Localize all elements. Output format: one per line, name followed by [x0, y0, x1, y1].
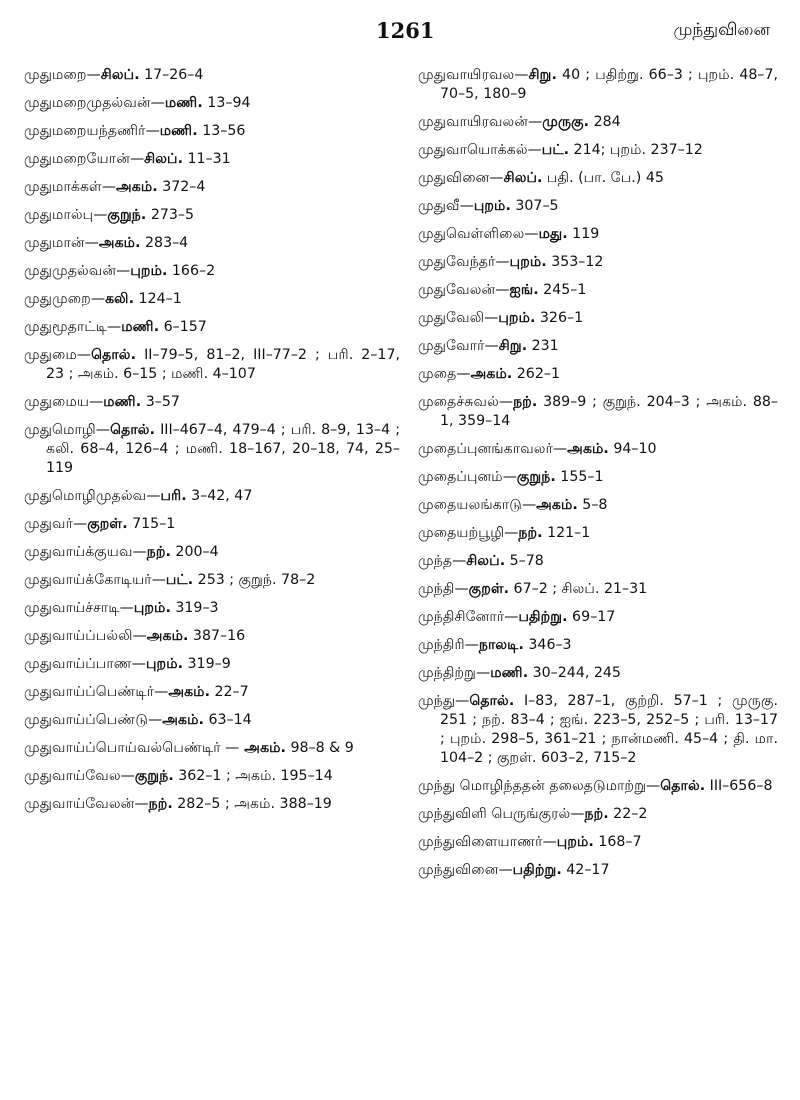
index-entry: முதைப்புனங்காவலர்—அகம். 94–10: [418, 441, 657, 457]
index-entry: முதுவாய்ப்பொய்வல்பெண்டிர் — அகம். 98–8 & 9: [24, 740, 354, 756]
index-entry: முந்து மொழிந்ததன் தலைதடுமாற்று—தொல். III–656–8: [418, 778, 773, 794]
index-entry: முதுமறையந்தணிர்—மணி. 13–56: [24, 123, 246, 139]
index-entry: முதுவாய்ச்சாடி—புறம். 319–3: [24, 600, 219, 616]
page-header: [0, 18, 800, 58]
index-entry: முதுமை—தொல். II–79–5, 81–2, III–77–2 ; பரி. 2–17, 23 ; அகம். 6–15 ; மணி. 4–107: [24, 347, 400, 382]
index-entry: முதுவெள்ளிலை—மது. 119: [418, 226, 600, 242]
index-entry: முதுவாய்ப்பல்லி—அகம். 387–16: [24, 628, 246, 644]
page-number: 1261: [376, 18, 435, 43]
index-entry: முதுமைய—மணி. 3–57: [24, 394, 180, 410]
index-entry: முந்த—சிலப். 5–78: [418, 553, 544, 569]
index-entry: முதை—அகம். 262–1: [418, 366, 560, 382]
index-entry: முதுமறைமுதல்வன்—மணி. 13–94: [24, 95, 251, 111]
index-entry: முந்து—தொல். I–83, 287–1, குற்றி. 57–1 ; முருகு. 251 ; நற். 83–4 ; ஐங். 223–5, 252–5 ; பரி. 13–17 ; புறம். 298–5, 361–21 ; நான்மணி. 45–4 ; தி. மா. 104–2 ; குறள். 603–2, 715–2: [418, 693, 778, 766]
index-entry: முதுவாயொக்கல்—பட். 214; புறம். 237–12: [418, 142, 703, 158]
index-entry: முதுவர்—குறள். 715–1: [24, 516, 176, 532]
index-entry: முதையலங்காடு—அகம். 5–8: [418, 497, 608, 513]
index-entry: முதுமூதாட்டி—மணி. 6–157: [24, 319, 207, 335]
index-entry: முதுமுறை—கலி. 124–1: [24, 291, 182, 307]
index-entry: முதுவாய்வேல—குறுந். 362–1 ; அகம். 195–14: [24, 768, 333, 784]
index-entry: முதுவேலன்—ஐங். 245–1: [418, 282, 587, 298]
index-entry: முதுமொழி—தொல். III–467–4, 479–4 ; பரி. 8–9, 13–4 ; கலி. 68–4, 126–4 ; மணி. 18–167, 20–18, 74, 25–119: [24, 422, 400, 476]
index-entry: முதுவோர்—சிறு. 231: [418, 338, 559, 354]
index-entry: முந்திசினோர்—பதிற்று. 69–17: [418, 609, 616, 625]
index-entry: முந்துவிளி பெருங்குரல்—நற். 22–2: [418, 806, 648, 822]
index-entry: முதுமாக்கள்—அகம். 372–4: [24, 179, 206, 195]
index-entry: முதுவாய்வேலன்—நற். 282–5 ; அகம். 388–19: [24, 796, 332, 812]
index-entry: முந்தி—குறள். 67–2 ; சிலப். 21–31: [418, 581, 648, 597]
index-entry: முதுவாயிரவல—சிறு. 40 ; பதிற்று. 66–3 ; புறம். 48–7, 70–5, 180–9: [418, 67, 778, 102]
index-entry: முதுவேலி—புறம். 326–1: [418, 310, 584, 326]
index-entry: முதுவாய்க்கோடியர்—பட். 253 ; குறுந். 78–2: [24, 572, 316, 588]
index-entry: முதைப்புனம்—குறுந். 155–1: [418, 469, 604, 485]
index-entry: முதுவாய்ப்பாண—புறம். 319–9: [24, 656, 231, 672]
index-entry: முந்திற்று—மணி. 30–244, 245: [418, 665, 621, 681]
left-column: [24, 66, 400, 823]
index-entry: முதுமறையோன்—சிலப். 11–31: [24, 151, 231, 167]
index-entry: முதுமுதல்வன்—புறம். 166–2: [24, 263, 216, 279]
index-entry: முதையற்பூழி—நற். 121–1: [418, 525, 591, 541]
index-entry: முதுமால்பு—குறுந். 273–5: [24, 207, 195, 223]
index-entry: முதுமறை—சிலப். 17–26–4: [24, 67, 204, 83]
index-entry: முதுவாயிரவலன்—முருகு. 284: [418, 114, 621, 130]
index-entry: முதுவேந்தர்—புறம். 353–12: [418, 254, 604, 270]
index-entry: முந்திரி—நாலடி. 346–3: [418, 637, 572, 653]
index-entry: முதுமான்—அகம். 283–4: [24, 235, 189, 251]
right-column: [418, 66, 778, 889]
index-entry: முந்துவினை—பதிற்று. 42–17: [418, 862, 610, 878]
index-entry: முதுவீ—புறம். 307–5: [418, 198, 559, 214]
index-entry: முதுவாய்ப்பெண்டு—அகம். 63–14: [24, 712, 252, 728]
index-entry: முதுவினை—சிலப். பதி. (பா. பே.) 45: [418, 170, 664, 186]
running-head: முந்துவினை: [673, 20, 770, 40]
index-entry: முதுமொழிமுதல்வ—பரி. 3–42, 47: [24, 488, 253, 504]
index-entry: முதுவாய்க்குயவ—நற். 200–4: [24, 544, 219, 560]
index-entry: முதைச்சுவல்—நற். 389–9 ; குறுந். 204–3 ; அகம். 88–1, 359–14: [418, 394, 778, 429]
index-entry: முந்துவிளையாணர்—புறம். 168–7: [418, 834, 642, 850]
index-entry: முதுவாய்ப்பெண்டிர்—அகம். 22–7: [24, 684, 249, 700]
